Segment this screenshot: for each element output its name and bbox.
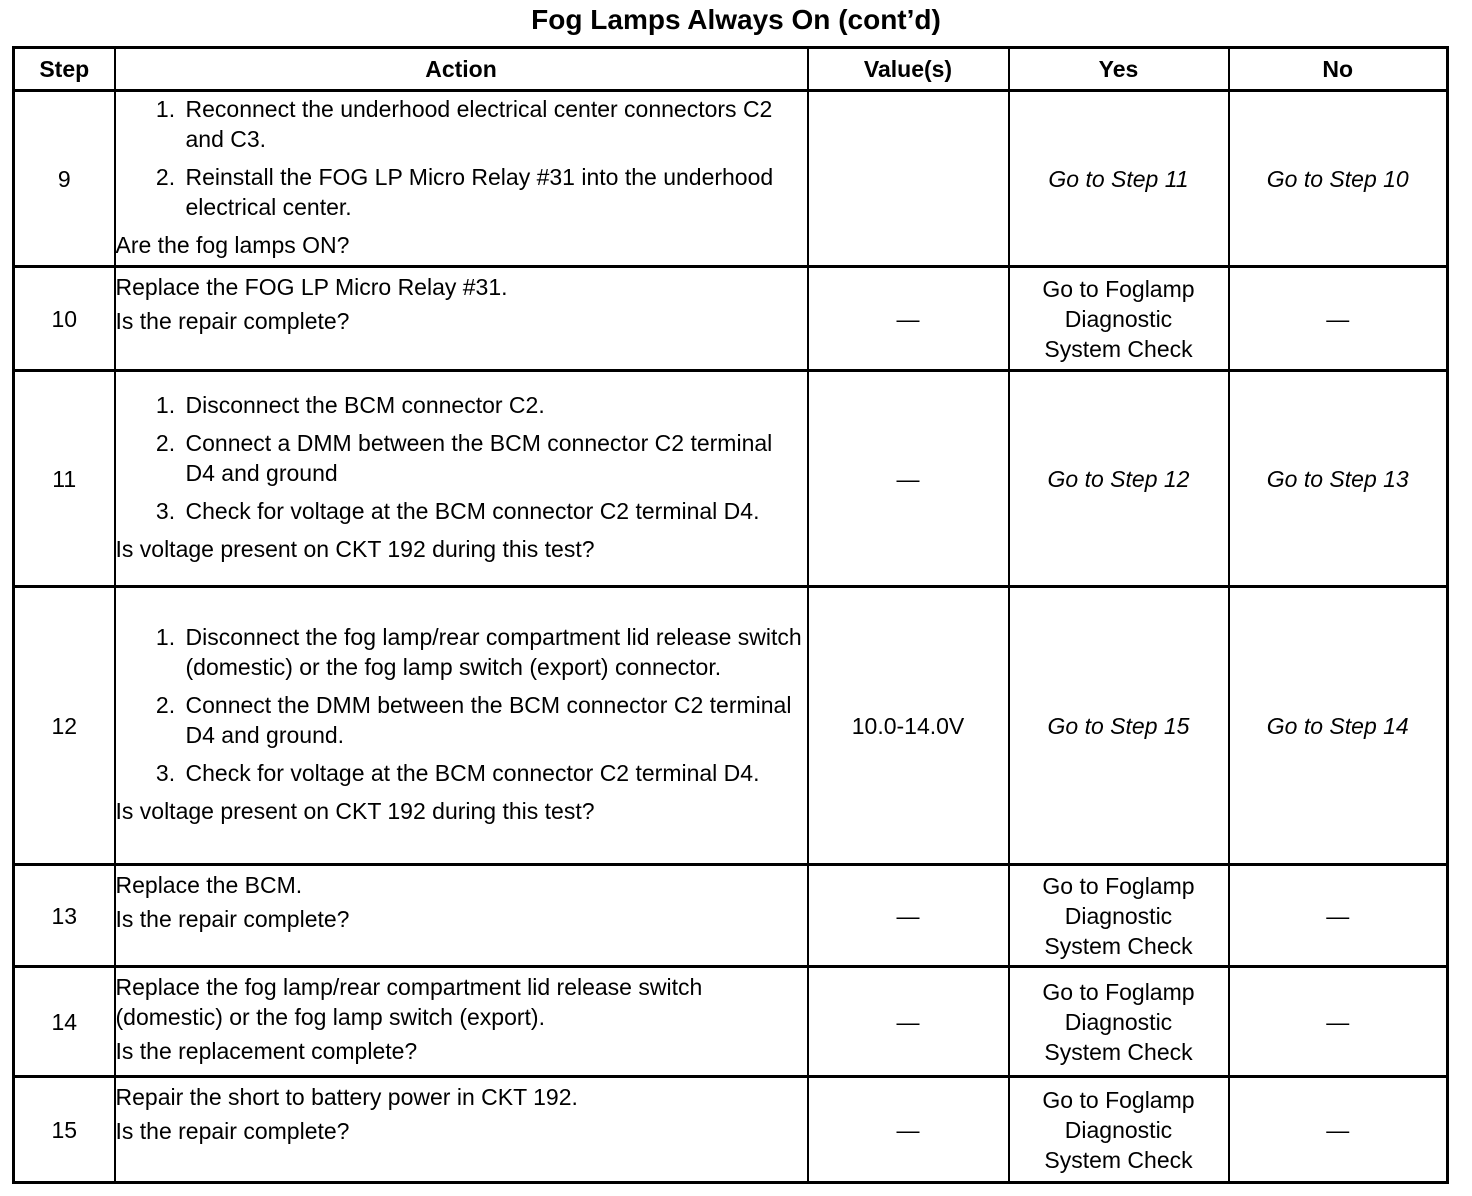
action-text: Repair the short to battery power in CKT 192. <box>115 1084 578 1110</box>
value-cell: — <box>808 967 1009 1077</box>
table-row <box>14 865 1448 967</box>
yes-result: Go to Foglamp Diagnostic System Check <box>1009 1077 1229 1183</box>
table-row <box>14 1077 1448 1183</box>
header-step: Step <box>14 48 115 91</box>
no-result: Go to Step 10 <box>1229 91 1448 267</box>
yes-result: Go to Foglamp Diagnostic System Check <box>1009 967 1229 1077</box>
step-number: 11 <box>14 371 115 587</box>
action-cell <box>115 371 808 587</box>
action-cell <box>115 587 808 865</box>
action-text: Replace the fog lamp/rear compartment lid release switch (domestic) or the fog lamp switch (export). <box>115 974 703 1030</box>
instruction-list <box>116 622 807 788</box>
header-no: No <box>1229 48 1448 91</box>
question-text: Are the fog lamps ON? <box>115 231 350 258</box>
no-result: — <box>1229 967 1448 1077</box>
value-cell: — <box>808 371 1009 587</box>
action-text: Replace the FOG LP Micro Relay #31. <box>115 274 508 300</box>
step-number: 10 <box>14 267 115 371</box>
instruction-item: 2. Connect a DMM between the BCM connector C2 terminal D4 and ground <box>182 428 807 488</box>
instruction-item: 3. Check for voltage at the BCM connector C2 terminal D4. <box>182 758 807 788</box>
no-result: Go to Step 14 <box>1229 587 1448 865</box>
yes-result: Go to Step 11 <box>1009 91 1229 267</box>
instruction-item: 1. Disconnect the fog lamp/rear compartment lid release switch (domestic) or the fog lamp switch (export) connector. <box>182 622 807 682</box>
table-row <box>14 91 1448 267</box>
table-row <box>14 967 1448 1077</box>
step-number: 13 <box>14 865 115 967</box>
value-cell <box>808 91 1009 267</box>
action-text: Replace the BCM. <box>115 872 303 898</box>
question-text: Is the replacement complete? <box>115 1038 418 1064</box>
no-result: Go to Step 13 <box>1229 371 1448 587</box>
value-cell: — <box>808 267 1009 371</box>
yes-result: Go to Step 12 <box>1009 371 1229 587</box>
yes-result: Go to Foglamp Diagnostic System Check <box>1009 267 1229 371</box>
value-cell: 10.0-14.0V <box>808 587 1009 865</box>
yes-result: Go to Foglamp Diagnostic System Check <box>1009 865 1229 967</box>
step-number: 12 <box>14 587 115 865</box>
action-cell <box>115 91 808 267</box>
action-cell <box>115 1077 808 1183</box>
value-cell: — <box>808 865 1009 967</box>
question-text: Is voltage present on CKT 192 during this test? <box>115 797 595 824</box>
yes-result: Go to Step 15 <box>1009 587 1229 865</box>
table-row <box>14 587 1448 865</box>
header-values: Value(s) <box>808 48 1009 91</box>
instruction-item: 2. Reinstall the FOG LP Micro Relay #31 into the underhood electrical center. <box>182 162 807 222</box>
no-result: — <box>1229 267 1448 371</box>
no-result: — <box>1229 1077 1448 1183</box>
question-text: Is voltage present on CKT 192 during this test? <box>115 535 595 562</box>
page-title: Fog Lamps Always On (cont’d) <box>531 4 941 35</box>
instruction-list <box>116 390 807 526</box>
action-cell <box>115 967 808 1077</box>
instruction-item: 1. Disconnect the BCM connector C2. <box>182 390 807 420</box>
table-row <box>14 267 1448 371</box>
table-row <box>14 371 1448 587</box>
table-header-row <box>14 48 1448 91</box>
instruction-list <box>116 94 807 222</box>
step-number: 15 <box>14 1077 115 1183</box>
step-number: 9 <box>14 91 115 267</box>
no-result: — <box>1229 865 1448 967</box>
question-text: Is the repair complete? <box>115 1118 350 1144</box>
instruction-item: 2. Connect the DMM between the BCM connector C2 terminal D4 and ground. <box>182 690 807 750</box>
action-cell <box>115 865 808 967</box>
header-yes: Yes <box>1009 48 1229 91</box>
step-number: 14 <box>14 967 115 1077</box>
question-text: Is the repair complete? <box>115 906 350 932</box>
action-cell <box>115 267 808 371</box>
header-action: Action <box>115 48 808 91</box>
instruction-item: 3. Check for voltage at the BCM connector C2 terminal D4. <box>182 496 807 526</box>
question-text: Is the repair complete? <box>115 308 350 334</box>
value-cell: — <box>808 1077 1009 1183</box>
diagnostic-table <box>12 46 1449 1184</box>
instruction-item: 1. Reconnect the underhood electrical center connectors C2 and C3. <box>182 94 807 154</box>
